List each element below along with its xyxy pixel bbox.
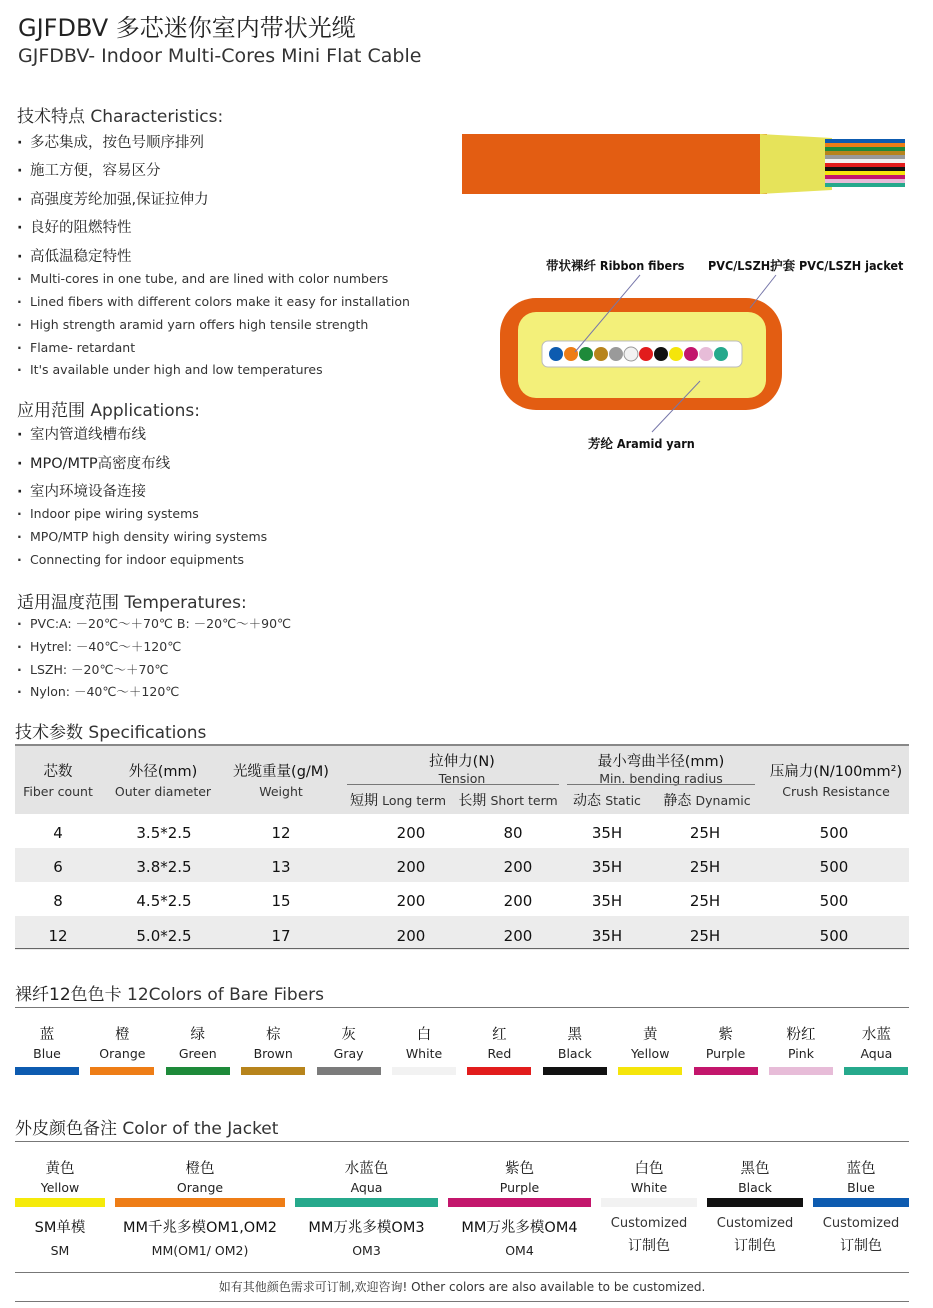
cell-short: 80: [503, 824, 523, 842]
jacket-color-swatch: [707, 1198, 803, 1207]
jacket-usage-secondary: MM(OM1/ OM2): [151, 1243, 249, 1258]
page-title: GJFDBV 多芯迷你室内带状光缆: [18, 14, 356, 42]
header-weight-en: Weight: [259, 784, 303, 799]
jacket-label: PVC/LSZH护套 PVC/LSZH jacket: [708, 258, 904, 273]
application-cn-item: · 室内环境设备连接: [17, 480, 146, 501]
color-name-en: Gray: [333, 1046, 364, 1061]
bare-fiber-color-label: [543, 1023, 607, 1061]
bare-fiber-color-label: [467, 1023, 531, 1061]
cell-short: 200: [503, 892, 533, 910]
header-dynamic-cn: 静态: [663, 793, 692, 809]
jacket-color-swatch: [15, 1198, 105, 1207]
header-crush: [763, 760, 909, 799]
application-cn-item: · 室内管道线槽布线: [17, 423, 146, 444]
header-long-term: [345, 790, 451, 810]
temperature-item: · Nylon: －40℃～＋120℃: [17, 682, 179, 700]
cell-weight: 12: [271, 824, 291, 842]
color-name-en: Black: [557, 1046, 592, 1061]
color-name-cn: 绿: [190, 1027, 206, 1043]
bare-fiber-swatch: [618, 1067, 682, 1075]
jacket-color-swatch: [813, 1198, 909, 1207]
bare-fiber-color-label: [618, 1023, 682, 1061]
cell-static: 35H: [591, 858, 623, 876]
temperatures-heading-cn: 适用温度范围: [17, 593, 119, 613]
bare-fiber-swatch: [392, 1067, 456, 1075]
footnote: 如有其他颜色需求可订制,欢迎咨询! Other colors are also available to be customized.: [15, 1272, 909, 1302]
cell-dynamic: 25H: [689, 824, 721, 842]
jacket-usage-secondary: SM: [50, 1243, 70, 1258]
cell-diameter: 3.8*2.5: [136, 858, 192, 876]
temperature-item: · LSZH: －20℃～＋70℃: [17, 660, 168, 678]
color-name-en: Pink: [788, 1046, 814, 1061]
header-tension-en: Tension: [438, 771, 486, 786]
header-short-term-en: Short term: [490, 793, 558, 808]
cell-static: 35H: [591, 824, 623, 842]
bare-fiber-color-label: [90, 1023, 154, 1061]
characteristic-en-item: · Flame- retardant: [17, 340, 135, 355]
jacket-color-cn: 蓝色: [846, 1161, 876, 1177]
header-outer-diameter: [105, 760, 221, 799]
jacket-color-label: [813, 1157, 909, 1195]
jacket-usage-primary: MM万兆多模OM3: [308, 1220, 425, 1236]
cable-jacket-side: [462, 134, 767, 194]
header-dynamic-en: Dynamic: [695, 793, 751, 808]
color-name-en: Blue: [33, 1046, 61, 1061]
cell-weight: 13: [271, 858, 291, 876]
cell-long: 200: [396, 824, 426, 842]
color-name-cn: 棕: [265, 1027, 281, 1043]
color-name-en: White: [405, 1046, 443, 1061]
specifications-table: [15, 744, 909, 950]
applications-heading: [17, 396, 200, 421]
jacket-usage-secondary: 订制色: [840, 1238, 882, 1254]
cell-static: 35H: [591, 927, 623, 945]
cell-crush: 500: [819, 927, 849, 945]
characteristic-en-item: · Lined fibers with different colors make it easy for installation: [17, 294, 410, 309]
jacket-color-en: Purple: [499, 1180, 540, 1195]
temperatures-heading: [17, 588, 247, 613]
jacket-usage-primary: MM千兆多模OM1,OM2: [123, 1220, 277, 1236]
cell-diameter: 4.5*2.5: [136, 892, 192, 910]
jacket-usage: [702, 1216, 808, 1255]
bare-fiber-color-label: [166, 1023, 230, 1061]
bare-fiber-swatch: [543, 1067, 607, 1075]
header-weight-cn: 光缆重量(g/M): [233, 764, 329, 780]
header-crush-en: Crush Resistance: [782, 784, 890, 799]
jacket-usage-primary: MM万兆多模OM4: [461, 1220, 578, 1236]
cell-dynamic: 25H: [689, 892, 721, 910]
cell-long: 200: [396, 858, 426, 876]
specifications-heading-en: Specifications: [88, 723, 207, 743]
header-static-en: Static: [605, 793, 641, 808]
color-name-cn: 灰: [341, 1027, 356, 1043]
characteristic-en-item: · Multi-cores in one tube, and are lined with color numbers: [17, 271, 388, 286]
characteristic-cn-item: · 施工方便，容易区分: [17, 159, 161, 180]
color-name-cn: 橙: [115, 1027, 130, 1043]
bare-fiber-color-label: [15, 1023, 79, 1061]
header-outer-diameter-en: Outer diameter: [114, 784, 212, 799]
characteristics-heading-en: Characteristics:: [90, 107, 224, 127]
header-static: [563, 790, 651, 810]
color-name-cn: 红: [492, 1027, 507, 1043]
color-name-cn: 水蓝: [861, 1027, 891, 1043]
header-crush-cn: 压扁力(N/100mm²): [769, 764, 903, 780]
bare-fiber-color-label: [769, 1023, 833, 1061]
temperatures-heading-en: Temperatures:: [124, 593, 247, 613]
color-name-cn: 蓝: [39, 1027, 55, 1043]
header-fiber-count-en: Fiber count: [23, 784, 93, 799]
header-outer-diameter-cn: 外径(mm): [128, 764, 198, 780]
characteristic-en-item: · High strength aramid yarn offers high tensile strength: [17, 317, 368, 332]
header-bending-en: Min. bending radius: [599, 771, 723, 786]
table-bottom-rule: [15, 948, 909, 949]
color-name-en: Aqua: [860, 1046, 893, 1061]
jacket-usage-primary: Customized: [610, 1216, 688, 1231]
jacket-usage-primary: SM单模: [34, 1220, 86, 1236]
color-name-en: Yellow: [630, 1046, 670, 1061]
color-name-cn: 粉红: [786, 1027, 816, 1043]
bare-fiber-color-label: [317, 1023, 381, 1061]
jacket-usage: [10, 1216, 110, 1258]
color-name-en: Red: [487, 1046, 512, 1061]
header-bending: [565, 750, 757, 786]
jacket-color-cn: 水蓝色: [344, 1161, 389, 1177]
jacket-color-label: [707, 1157, 803, 1195]
cell-dynamic: 25H: [689, 927, 721, 945]
cell-weight: 17: [271, 927, 291, 945]
characteristics-heading-cn: 技术特点: [17, 107, 85, 127]
jacket-color-cn: 黄色: [45, 1161, 75, 1177]
header-fiber-count: [15, 760, 101, 799]
jacket-color-swatch: [448, 1198, 591, 1207]
color-name-en: Brown: [253, 1046, 293, 1061]
bare-fiber-swatch: [241, 1067, 305, 1075]
cell-short: 200: [503, 858, 533, 876]
header-static-cn: 动态: [573, 793, 602, 809]
page-subtitle: GJFDBV- Indoor Multi-Cores Mini Flat Cable: [18, 45, 422, 67]
bare-fibers-heading: [15, 980, 324, 1005]
cell-long: 200: [396, 927, 426, 945]
cell-count: 4: [53, 824, 63, 842]
header-dynamic: [655, 790, 759, 810]
header-short-term: [455, 790, 561, 810]
bare-fiber-color-label: [392, 1023, 456, 1061]
jacket-heading-en: Color of the Jacket: [122, 1119, 279, 1139]
application-en-item: · Connecting for indoor equipments: [17, 552, 244, 567]
header-fiber-count-cn: 芯数: [43, 764, 73, 780]
characteristics-heading: [17, 102, 223, 127]
jacket-color-cn: 白色: [634, 1161, 664, 1177]
jacket-usage-secondary: 订制色: [734, 1238, 776, 1254]
characteristic-cn-item: · 良好的阻燃特性: [17, 216, 132, 237]
fiber-ends: [825, 139, 905, 187]
cell-weight: 15: [271, 892, 291, 910]
jacket-color-en: Black: [738, 1180, 772, 1195]
header-tension-cn: 拉伸力(N): [429, 754, 495, 770]
cell-diameter: 5.0*2.5: [136, 927, 192, 945]
cable-diagram: [460, 130, 910, 460]
application-en-item: · Indoor pipe wiring systems: [17, 506, 199, 521]
bare-fibers-heading-en: 12Colors of Bare Fibers: [127, 985, 325, 1005]
bare-fiber-swatch: [15, 1067, 79, 1075]
application-cn-item: · MPO/MTP高密度布线: [17, 452, 170, 473]
header-weight: [221, 760, 341, 799]
bare-fiber-swatch: [769, 1067, 833, 1075]
header-short-term-cn: 长期: [458, 793, 487, 809]
bare-fiber-swatch: [166, 1067, 230, 1075]
cell-crush: 500: [819, 892, 849, 910]
jacket-color-label: [295, 1157, 438, 1195]
jacket-color-label: [601, 1157, 697, 1195]
cell-dynamic: 25H: [689, 858, 721, 876]
header-long-term-en: Long term: [382, 793, 447, 808]
color-name-cn: 白: [416, 1027, 432, 1043]
jacket-color-en: Aqua: [350, 1180, 383, 1195]
header-tension: [347, 750, 577, 786]
cell-static: 35H: [591, 892, 623, 910]
cell-short: 200: [503, 927, 533, 945]
cell-count: 8: [53, 892, 63, 910]
tension-divider: [347, 784, 559, 785]
characteristic-cn-item: · 多芯集成，按色号顺序排列: [17, 131, 204, 152]
jacket-color-cn: 橙色: [185, 1161, 215, 1177]
jacket-color-en: White: [630, 1180, 668, 1195]
temperature-item: · PVC:A: －20℃～＋70℃ B: －20℃～＋90℃: [17, 614, 291, 632]
jacket-color-cn: 紫色: [505, 1161, 534, 1177]
bare-fiber-swatch: [90, 1067, 154, 1075]
bare-fiber-color-label: [241, 1023, 305, 1061]
jacket-usage: [596, 1216, 702, 1255]
bare-fibers-heading-cn: 裸纤12色色卡: [15, 985, 122, 1005]
jacket-color-en: Yellow: [40, 1180, 80, 1195]
jacket-heading: [15, 1114, 278, 1139]
jacket-color-en: Blue: [847, 1180, 875, 1195]
jacket-rule: [15, 1141, 909, 1142]
bending-divider: [567, 784, 755, 785]
jacket-color-label: [448, 1157, 591, 1195]
color-name-cn: 黄: [642, 1027, 658, 1043]
jacket-color-en: Orange: [176, 1180, 224, 1195]
jacket-usage-primary: Customized: [822, 1216, 900, 1231]
bare-fiber-color-label: [694, 1023, 758, 1061]
applications-heading-cn: 应用范围: [17, 401, 85, 421]
characteristic-en-item: · It's available under high and low temperatures: [17, 362, 323, 377]
jacket-color-cn: 黑色: [740, 1161, 770, 1177]
jacket-usage: [443, 1216, 596, 1258]
cell-diameter: 3.5*2.5: [136, 824, 192, 842]
jacket-color-swatch: [115, 1198, 285, 1207]
temperature-item: · Hytrel: －40℃～＋120℃: [17, 637, 181, 655]
jacket-usage-secondary: OM4: [505, 1243, 534, 1258]
jacket-usage-secondary: 订制色: [628, 1238, 670, 1254]
jacket-color-label: [15, 1157, 105, 1195]
bare-fiber-color-label: [844, 1023, 908, 1061]
bare-fiber-swatch: [694, 1067, 758, 1075]
jacket-color-swatch: [295, 1198, 438, 1207]
cell-count: 6: [53, 858, 63, 876]
bare-fiber-swatch: [844, 1067, 908, 1075]
specifications-heading-cn: 技术参数: [15, 723, 83, 743]
cell-crush: 500: [819, 824, 849, 842]
jacket-usage-secondary: OM3: [352, 1243, 381, 1258]
bare-fibers-rule: [15, 1007, 909, 1008]
jacket-color-label: [115, 1157, 285, 1195]
bare-fiber-swatch: [317, 1067, 381, 1075]
cell-count: 12: [48, 927, 68, 945]
aramid-label: 芳纶 Aramid yarn: [588, 436, 695, 451]
jacket-usage: [808, 1216, 914, 1255]
cell-long: 200: [396, 892, 426, 910]
color-name-en: Purple: [705, 1046, 746, 1061]
header-bending-cn: 最小弯曲半径(mm): [597, 754, 725, 770]
color-name-en: Green: [178, 1046, 217, 1061]
color-name-en: Orange: [99, 1046, 146, 1061]
jacket-heading-cn: 外皮颜色备注: [15, 1119, 117, 1139]
bare-fiber-swatch: [467, 1067, 531, 1075]
characteristic-cn-item: · 高强度芳纶加强,保证拉伸力: [17, 188, 209, 209]
header-long-term-cn: 短期: [349, 793, 378, 809]
aramid-side: [760, 134, 832, 194]
specifications-heading: [15, 718, 206, 743]
color-name-cn: 紫: [718, 1027, 733, 1043]
jacket-usage: [110, 1216, 290, 1258]
cell-crush: 500: [819, 858, 849, 876]
color-name-cn: 黑: [567, 1027, 583, 1043]
application-en-item: · MPO/MTP high density wiring systems: [17, 529, 267, 544]
ribbon-fibers-label: 带状裸纤 Ribbon fibers: [546, 258, 685, 273]
jacket-color-swatch: [601, 1198, 697, 1207]
characteristic-cn-item: · 高低温稳定特性: [17, 245, 132, 266]
applications-heading-en: Applications:: [90, 401, 200, 421]
jacket-usage: [290, 1216, 443, 1258]
jacket-usage-primary: Customized: [716, 1216, 794, 1231]
